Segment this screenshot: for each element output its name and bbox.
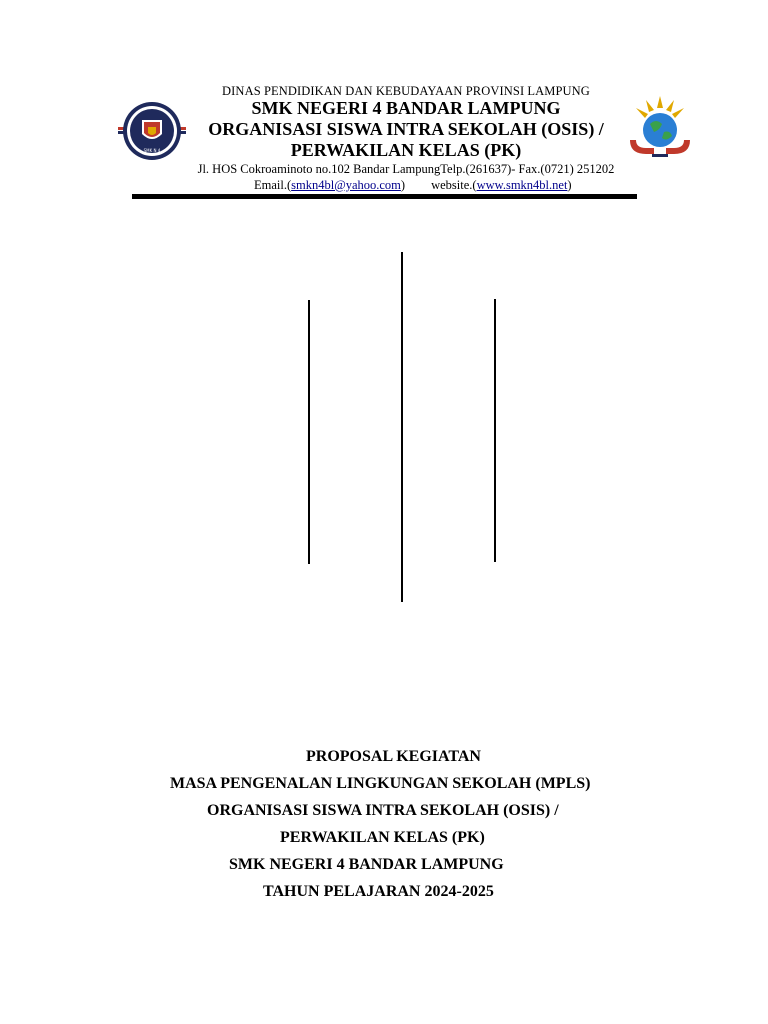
school-address: Jl. HOS Cokroaminoto no.102 Bandar LampungTelp.(261637)- Fax.(0721) 251202 xyxy=(197,162,615,177)
osis-emblem-icon xyxy=(626,96,694,160)
school-emblem-icon xyxy=(118,100,186,162)
org-title-line1: ORGANISASI SISWA INTRA SEKOLAH (OSIS) / xyxy=(207,802,559,819)
activity-name: MASA PENGENALAN LINGKUNGAN SEKOLAH (MPLS) xyxy=(170,775,591,792)
email-link[interactable]: smkn4bl@yahoo.com xyxy=(291,177,401,192)
org-name-line1: ORGANISASI SISWA INTRA SEKOLAH (OSIS) / xyxy=(208,119,604,140)
vertical-line-center xyxy=(401,252,403,602)
school-title: SMK NEGERI 4 BANDAR LAMPUNG xyxy=(229,856,504,873)
academic-year: TAHUN PELAJARAN 2024-2025 xyxy=(263,883,494,900)
contact-line xyxy=(190,178,622,192)
vertical-line-right xyxy=(494,299,496,562)
vertical-line-left xyxy=(308,300,310,564)
website-suffix: ) xyxy=(567,177,572,192)
agency-name: DINAS PENDIDIKAN DAN KEBUDAYAAN PROVINSI LAMPUNG xyxy=(222,84,590,98)
header-divider xyxy=(132,194,637,199)
org-title-line2: PERWAKILAN KELAS (PK) xyxy=(280,829,485,846)
org-name-line2: PERWAKILAN KELAS (PK) xyxy=(290,139,522,160)
proposal-title: PROPOSAL KEGIATAN xyxy=(306,748,481,765)
school-name: SMK NEGERI 4 BANDAR LAMPUNG xyxy=(251,98,561,119)
letterhead xyxy=(190,84,622,192)
email-prefix: Email.( xyxy=(254,177,292,192)
website-prefix: website.( xyxy=(431,177,477,192)
email-suffix: ) xyxy=(400,177,406,192)
website-link[interactable]: www.smkn4bl.net xyxy=(476,177,568,192)
svg-text:SMK N 4: SMK N 4 xyxy=(143,148,161,153)
